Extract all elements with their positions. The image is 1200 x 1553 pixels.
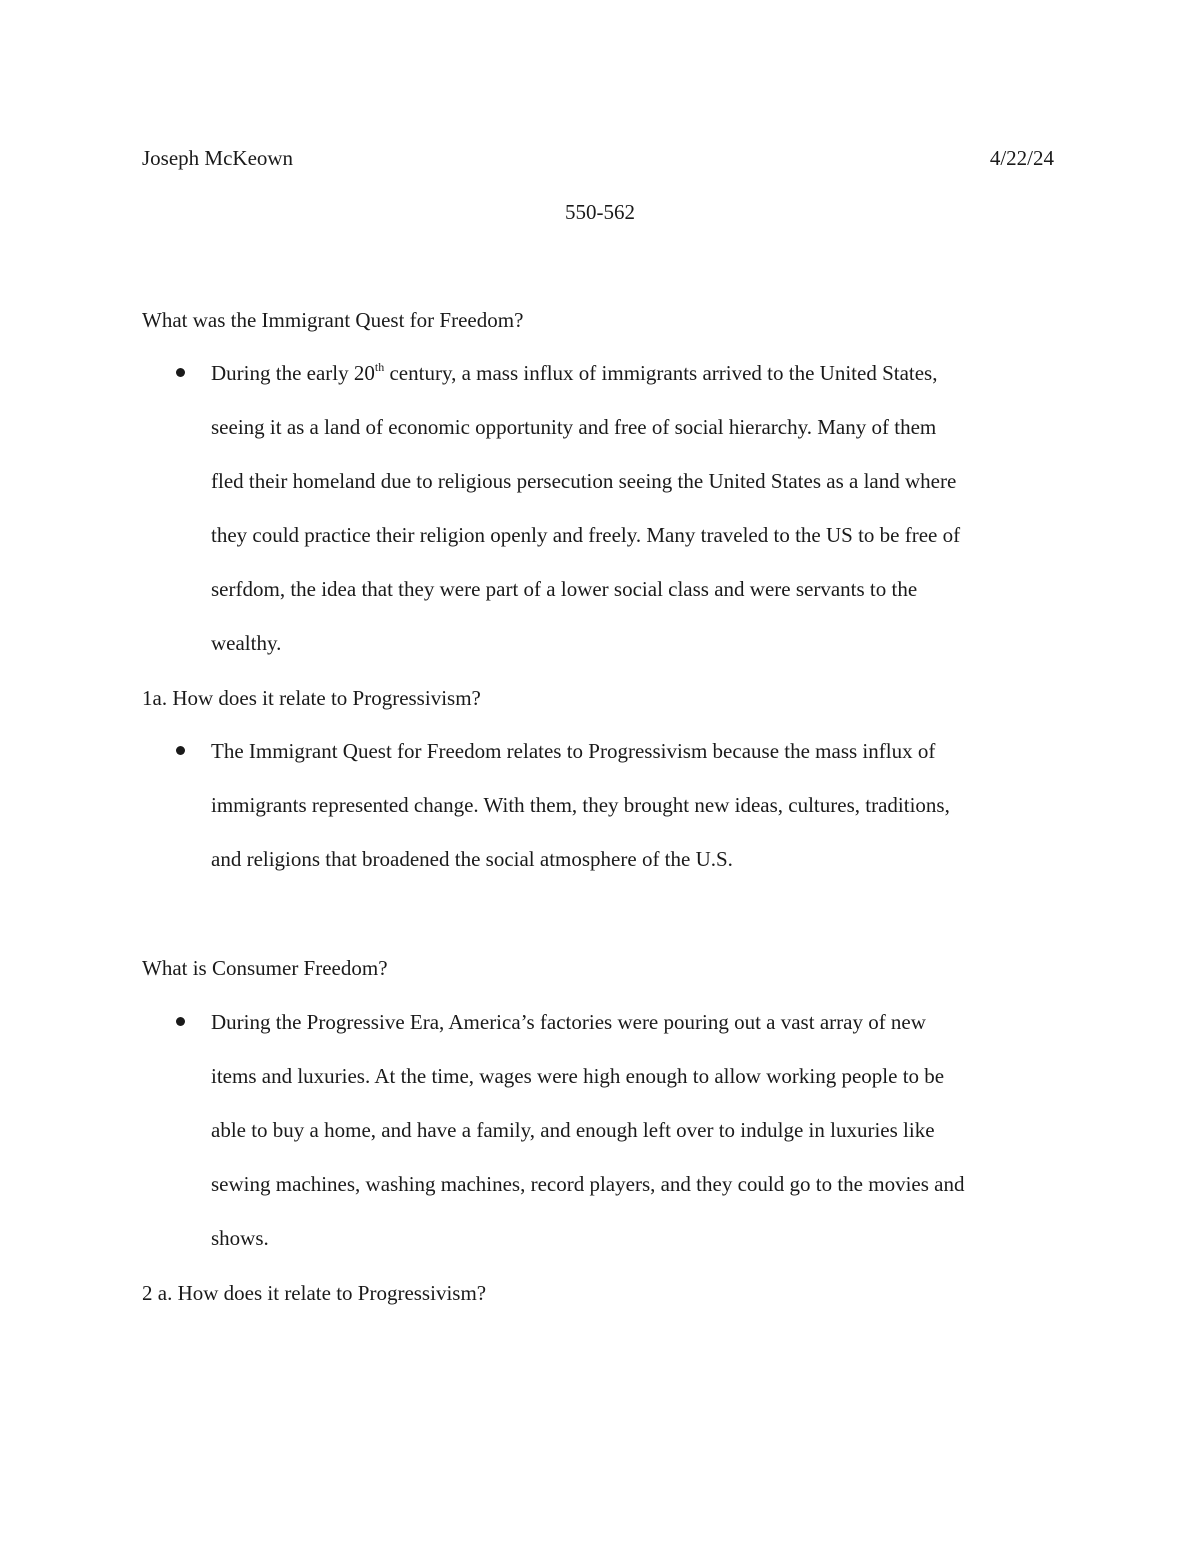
bullet-icon xyxy=(176,746,185,755)
bullet-icon xyxy=(176,368,185,377)
answer-1-line-3: fled their homeland due to religious persecution seeing the United States as a land where xyxy=(211,469,957,493)
answer-2-line-1: During the Progressive Era, America’s factories were pouring out a vast array of new xyxy=(211,1010,926,1034)
answer-2-line-4: sewing machines, washing machines, record players, and they could go to the movies and xyxy=(211,1172,965,1196)
answer-1-line-5: serfdom, the idea that they were part of a lower social class and were servants to the xyxy=(211,577,918,601)
answer-2-line-3: able to buy a home, and have a family, and enough left over to indulge in luxuries like xyxy=(211,1118,935,1142)
answer-1-line-1-post: century, a mass influx of immigrants arrived to the United States, xyxy=(384,361,938,385)
question-1: What was the Immigrant Quest for Freedom? xyxy=(142,308,524,332)
superscript-th: th xyxy=(374,360,385,374)
document-date: 4/22/24 xyxy=(989,146,1054,170)
answer-1a-line-2: immigrants represented change. With them, they brought new ideas, cultures, traditions, xyxy=(211,793,950,817)
header-row xyxy=(142,144,1054,172)
subquestion-1a: 1a. How does it relate to Progressivism? xyxy=(142,686,481,710)
question-2: What is Consumer Freedom? xyxy=(142,956,388,980)
author-name: Joseph McKeown xyxy=(142,146,294,170)
answer-2-line-5: shows. xyxy=(211,1226,269,1250)
subquestion-2a: 2 a. How does it relate to Progressivism? xyxy=(142,1281,487,1305)
answer-1-line-4: they could practice their religion openly and freely. Many traveled to the US to be free of xyxy=(211,523,961,547)
answer-1a-line-1: The Immigrant Quest for Freedom relates to Progressivism because the mass influx of xyxy=(211,739,936,763)
answer-2-line-2: items and luxuries. At the time, wages were high enough to allow working people to be xyxy=(211,1064,945,1088)
answer-1-line-6: wealthy. xyxy=(211,631,282,655)
answer-1-line-1-pre: During the early 20 xyxy=(211,361,375,385)
answer-1-line-1 xyxy=(211,359,937,387)
answer-1-line-2: seeing it as a land of economic opportunity and free of social hierarchy. Many of them xyxy=(211,415,937,439)
page-range: 550-562 xyxy=(565,200,635,224)
answer-1a-line-3: and religions that broadened the social atmosphere of the U.S. xyxy=(211,847,733,871)
bullet-icon xyxy=(176,1017,185,1026)
